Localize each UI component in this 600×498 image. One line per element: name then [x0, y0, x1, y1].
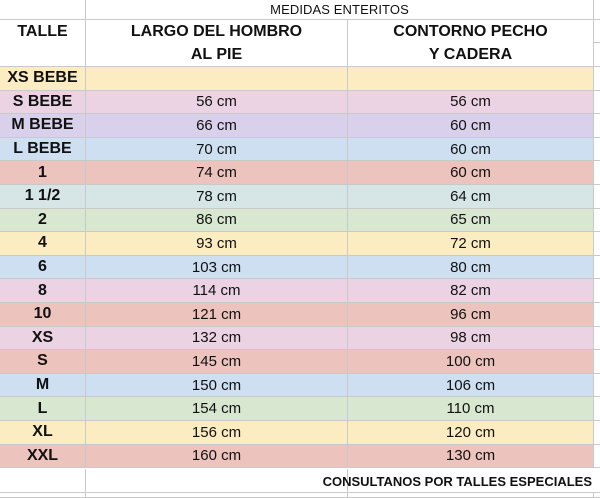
chest-cell[interactable]: 120 cm [348, 421, 594, 445]
chest-cell[interactable]: 80 cm [348, 256, 594, 280]
length-cell[interactable]: 56 cm [86, 91, 348, 115]
length-cell[interactable]: 114 cm [86, 279, 348, 303]
header-chest-line2[interactable]: Y CADERA [348, 43, 594, 67]
length-cell[interactable]: 156 cm [86, 421, 348, 445]
edge-cell [594, 0, 600, 20]
edge-cell [594, 397, 600, 421]
edge-cell [594, 209, 600, 233]
chest-cell[interactable]: 130 cm [348, 445, 594, 469]
edge-cell [594, 445, 600, 469]
bottom-row [0, 493, 600, 498]
header-row-2 [0, 43, 600, 67]
header-chest-line1[interactable]: CONTORNO PECHO [348, 20, 594, 43]
chest-cell[interactable]: 96 cm [348, 303, 594, 327]
title-row [0, 0, 600, 20]
edge-cell [594, 161, 600, 185]
size-cell[interactable]: L BEBE [0, 138, 86, 162]
header-length-line2[interactable]: AL PIE [86, 43, 348, 67]
edge-cell [594, 279, 600, 303]
size-cell[interactable]: 1 [0, 161, 86, 185]
table-row [0, 161, 600, 185]
edge-cell [594, 232, 600, 256]
chest-cell[interactable]: 98 cm [348, 327, 594, 351]
length-cell[interactable]: 86 cm [86, 209, 348, 233]
length-cell[interactable]: 160 cm [86, 445, 348, 469]
edge-cell [594, 350, 600, 374]
edge-cell [594, 43, 600, 67]
edge-cell [594, 256, 600, 280]
chest-cell[interactable]: 60 cm [348, 161, 594, 185]
edge-cell [594, 20, 600, 43]
length-cell[interactable]: 154 cm [86, 397, 348, 421]
edge-cell [594, 374, 600, 398]
table-row [0, 209, 600, 233]
length-cell[interactable]: 150 cm [86, 374, 348, 398]
table-row [0, 303, 600, 327]
edge-cell [594, 469, 600, 493]
chest-cell[interactable]: 100 cm [348, 350, 594, 374]
size-cell[interactable]: M [0, 374, 86, 398]
header-row-1 [0, 20, 600, 43]
table-row [0, 256, 600, 280]
table-row [0, 114, 600, 138]
footer-empty-cell[interactable] [86, 469, 348, 493]
length-cell[interactable]: 70 cm [86, 138, 348, 162]
size-cell[interactable]: 10 [0, 303, 86, 327]
size-cell[interactable]: 4 [0, 232, 86, 256]
size-cell[interactable]: 1 1/2 [0, 185, 86, 209]
edge-cell [594, 67, 600, 91]
length-cell[interactable]: 74 cm [86, 161, 348, 185]
length-cell[interactable]: 103 cm [86, 256, 348, 280]
edge-cell [594, 185, 600, 209]
header-size[interactable]: TALLE [0, 20, 86, 43]
table-row [0, 138, 600, 162]
table-row [0, 67, 600, 91]
chest-cell[interactable]: 60 cm [348, 114, 594, 138]
table-row [0, 279, 600, 303]
table-row [0, 397, 600, 421]
header-size-empty[interactable] [0, 43, 86, 67]
title-empty-cell[interactable] [0, 0, 86, 20]
length-cell[interactable] [86, 67, 348, 91]
table-row [0, 185, 600, 209]
table-row [0, 91, 600, 115]
length-cell[interactable]: 93 cm [86, 232, 348, 256]
size-cell[interactable]: S [0, 350, 86, 374]
size-cell[interactable]: 8 [0, 279, 86, 303]
bottom-empty-cell [0, 493, 86, 498]
chest-cell[interactable]: 64 cm [348, 185, 594, 209]
size-cell[interactable]: XL [0, 421, 86, 445]
length-cell[interactable]: 145 cm [86, 350, 348, 374]
bottom-empty-cell [348, 493, 594, 498]
table-row [0, 374, 600, 398]
chest-cell[interactable]: 60 cm [348, 138, 594, 162]
edge-cell [594, 327, 600, 351]
chest-cell[interactable]: 110 cm [348, 397, 594, 421]
footer-empty-cell[interactable] [0, 469, 86, 493]
table-row [0, 232, 600, 256]
size-cell[interactable]: XS BEBE [0, 67, 86, 91]
length-cell[interactable]: 66 cm [86, 114, 348, 138]
header-length-line1[interactable]: LARGO DEL HOMBRO [86, 20, 348, 43]
edge-cell [594, 493, 600, 498]
size-cell[interactable]: XXL [0, 445, 86, 469]
length-cell[interactable]: 132 cm [86, 327, 348, 351]
table-row [0, 327, 600, 351]
sheet-title[interactable]: MEDIDAS ENTERITOS [86, 0, 594, 20]
size-cell[interactable]: 6 [0, 256, 86, 280]
edge-cell [594, 421, 600, 445]
size-cell[interactable]: XS [0, 327, 86, 351]
chest-cell[interactable] [348, 67, 594, 91]
chest-cell[interactable]: 56 cm [348, 91, 594, 115]
chest-cell[interactable]: 82 cm [348, 279, 594, 303]
table-row [0, 350, 600, 374]
edge-cell [594, 138, 600, 162]
size-cell[interactable]: M BEBE [0, 114, 86, 138]
size-cell[interactable]: L [0, 397, 86, 421]
size-cell[interactable]: 2 [0, 209, 86, 233]
length-cell[interactable]: 121 cm [86, 303, 348, 327]
size-cell[interactable]: S BEBE [0, 91, 86, 115]
chest-cell[interactable]: 65 cm [348, 209, 594, 233]
edge-cell [594, 303, 600, 327]
table-row [0, 445, 600, 469]
footer-note[interactable]: CONSULTANOS POR TALLES ESPECIALES [322, 474, 592, 489]
edge-cell [594, 91, 600, 115]
edge-cell [594, 114, 600, 138]
length-cell[interactable]: 78 cm [86, 185, 348, 209]
table-row [0, 421, 600, 445]
bottom-empty-cell [86, 493, 348, 498]
chest-cell[interactable]: 106 cm [348, 374, 594, 398]
chest-cell[interactable]: 72 cm [348, 232, 594, 256]
